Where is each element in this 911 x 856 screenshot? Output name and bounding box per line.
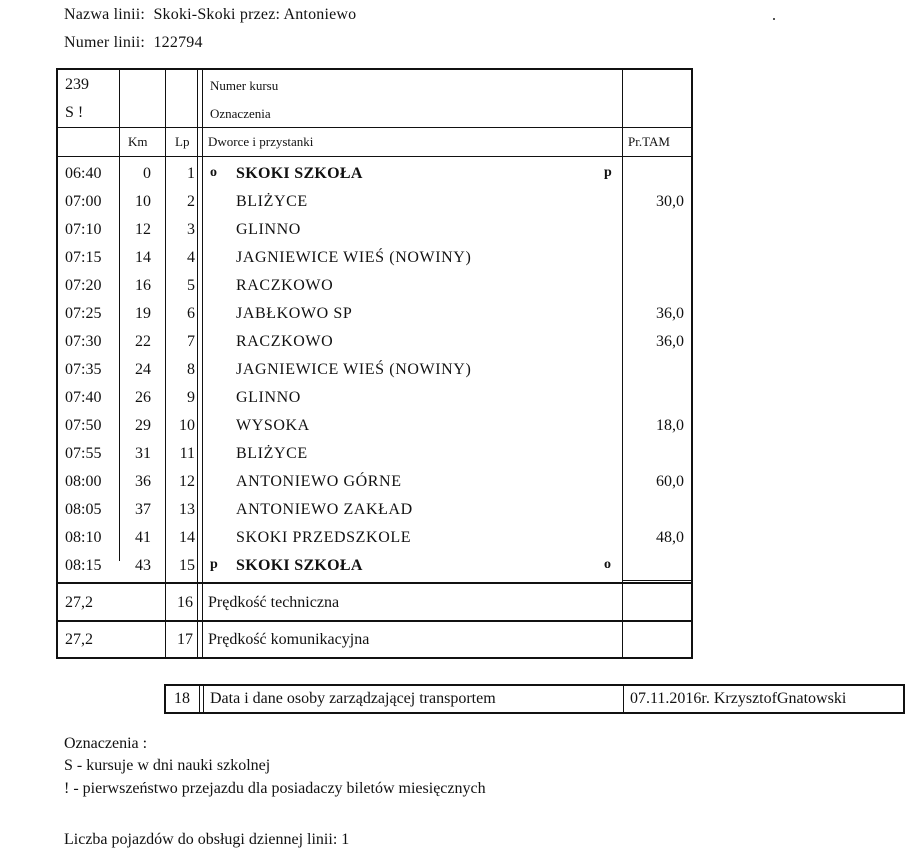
legend-title: Oznaczenia :	[64, 735, 148, 752]
stop-mark-after: o	[604, 557, 611, 572]
stop-row	[58, 160, 691, 188]
stop-km: 29	[135, 417, 151, 434]
speed-technical-label: Prędkość techniczna	[208, 594, 340, 611]
stop-row	[58, 384, 691, 412]
stop-time: 07:30	[65, 333, 102, 350]
stop-name: ANTONIEWO ZAKŁAD	[236, 501, 413, 518]
stop-row	[58, 328, 691, 356]
transport-manager-row	[164, 684, 905, 714]
stop-km: 43	[135, 557, 151, 574]
stop-km: 16	[135, 277, 151, 294]
legend-item-exclamation: ! - pierwszeństwo przejazdu dla posiadaczy biletów miesięcznych	[64, 780, 486, 797]
transport-manager-label: Data i dane osoby zarządzającej transportem	[210, 690, 496, 707]
stop-mark-before: o	[210, 165, 217, 180]
scan-speck	[773, 18, 775, 20]
line-number-label: Numer linii:	[64, 34, 146, 51]
speed-commercial-value: 27,2	[65, 631, 93, 648]
stop-name: RACZKOWO	[236, 277, 334, 294]
stop-km: 26	[135, 389, 151, 406]
stop-name: SKOKI SZKOŁA	[236, 165, 363, 182]
stop-time: 07:10	[65, 221, 102, 238]
stops-bottom-line	[622, 580, 693, 581]
stop-name: RACZKOWO	[236, 333, 334, 350]
speed-technical-row	[58, 584, 691, 621]
colhead-price: Pr.TAM	[628, 134, 670, 149]
stop-name: SKOKI PRZEDSZKOLE	[236, 529, 412, 546]
stop-name: SKOKI SZKOŁA	[236, 557, 363, 574]
speed-commercial-label: Prędkość komunikacyjna	[208, 631, 370, 648]
stop-row	[58, 244, 691, 272]
stop-time: 06:40	[65, 165, 102, 182]
stop-time: 08:05	[65, 501, 102, 518]
tm-divider-lp-double	[203, 686, 204, 712]
speed-technical-lp: 16	[177, 594, 193, 611]
stop-price: 18,0	[656, 417, 684, 434]
line-name-label: Nazwa linii:	[64, 6, 146, 23]
stop-name: JAGNIEWICE WIEŚ (NOWINY)	[236, 361, 472, 378]
stop-time: 07:20	[65, 277, 102, 294]
stop-row	[58, 412, 691, 440]
stop-lp: 10	[179, 417, 195, 434]
stop-name: JABŁKOWO SP	[236, 305, 353, 322]
stop-time: 07:35	[65, 361, 102, 378]
stop-lp: 14	[179, 529, 195, 546]
speed-commercial-lp: 17	[177, 631, 193, 648]
stop-row	[58, 496, 691, 524]
line-name	[64, 6, 356, 24]
colhead-lp: Lp	[175, 134, 190, 149]
line-number	[64, 34, 203, 52]
stop-km: 12	[135, 221, 151, 238]
transport-manager-lp: 18	[174, 690, 190, 707]
stop-km: 10	[135, 193, 151, 210]
colhead-km: Km	[128, 134, 148, 149]
stop-lp: 6	[187, 305, 195, 322]
stop-km: 24	[135, 361, 151, 378]
stop-lp: 11	[179, 445, 195, 462]
stop-lp: 1	[187, 165, 195, 182]
stop-km: 14	[135, 249, 151, 266]
course-designations: S !	[65, 104, 84, 121]
tm-divider-value	[623, 686, 624, 712]
stop-mark-before: p	[210, 557, 218, 572]
stop-time: 07:50	[65, 417, 102, 434]
timetable-table	[56, 68, 693, 659]
stop-km: 19	[135, 305, 151, 322]
vehicle-count: Liczba pojazdów do obsługi dziennej linii: 1	[64, 831, 350, 848]
colhead-stops: Dworce i przystanki	[208, 134, 314, 149]
stop-time: 07:40	[65, 389, 102, 406]
stop-row	[58, 440, 691, 468]
stop-row	[58, 468, 691, 496]
stop-row	[58, 552, 691, 580]
stop-km: 41	[135, 529, 151, 546]
stop-name: JAGNIEWICE WIEŚ (NOWINY)	[236, 249, 472, 266]
label-designations: Oznaczenia	[210, 106, 271, 121]
legend-item-s: S - kursuje w dni nauki szkolnej	[64, 757, 271, 774]
stop-lp: 8	[187, 361, 195, 378]
stop-name: BLIŻYCE	[236, 445, 308, 462]
stop-name: BLIŻYCE	[236, 193, 308, 210]
header-bottom-line	[58, 127, 691, 128]
transport-manager-value: 07.11.2016r. KrzysztofGnatowski	[630, 690, 847, 707]
speed-commercial-row	[58, 622, 691, 659]
course-number: 239	[65, 76, 89, 93]
stop-lp: 13	[179, 501, 195, 518]
stop-time: 07:15	[65, 249, 102, 266]
stop-name: GLINNO	[236, 389, 301, 406]
stop-time: 07:00	[65, 193, 102, 210]
stop-row	[58, 300, 691, 328]
stop-mark-after: p	[604, 165, 612, 180]
stop-km: 36	[135, 473, 151, 490]
stop-km: 31	[135, 445, 151, 462]
stop-time: 08:10	[65, 529, 102, 546]
label-course-number: Numer kursu	[210, 78, 279, 93]
stop-time: 08:00	[65, 473, 102, 490]
stop-row	[58, 524, 691, 552]
stop-lp: 4	[187, 249, 195, 266]
stop-price: 36,0	[656, 305, 684, 322]
stop-row	[58, 272, 691, 300]
stop-lp: 2	[187, 193, 195, 210]
stop-name: ANTONIEWO GÓRNE	[236, 473, 402, 490]
stop-km: 0	[143, 165, 151, 182]
stop-row	[58, 216, 691, 244]
stop-time: 08:15	[65, 557, 102, 574]
tm-divider-lp	[199, 686, 200, 712]
line-name-value: Skoki-Skoki przez: Antoniewo	[153, 6, 357, 23]
stop-lp: 12	[179, 473, 195, 490]
stop-time: 07:55	[65, 445, 102, 462]
stop-price: 60,0	[656, 473, 684, 490]
stop-lp: 7	[187, 333, 195, 350]
stop-name: WYSOKA	[236, 417, 310, 434]
stop-lp: 5	[187, 277, 195, 294]
stop-price: 36,0	[656, 333, 684, 350]
stop-row	[58, 356, 691, 384]
stop-time: 07:25	[65, 305, 102, 322]
stop-row	[58, 188, 691, 216]
stop-lp: 3	[187, 221, 195, 238]
stop-name: GLINNO	[236, 221, 301, 238]
stop-lp: 9	[187, 389, 195, 406]
speed-technical-value: 27,2	[65, 594, 93, 611]
stop-price: 48,0	[656, 529, 684, 546]
stop-km: 22	[135, 333, 151, 350]
line-number-value: 122794	[153, 34, 203, 51]
colhead-bottom-line	[58, 156, 691, 157]
stop-km: 37	[135, 501, 151, 518]
stop-price: 30,0	[656, 193, 684, 210]
stop-lp: 15	[179, 557, 195, 574]
